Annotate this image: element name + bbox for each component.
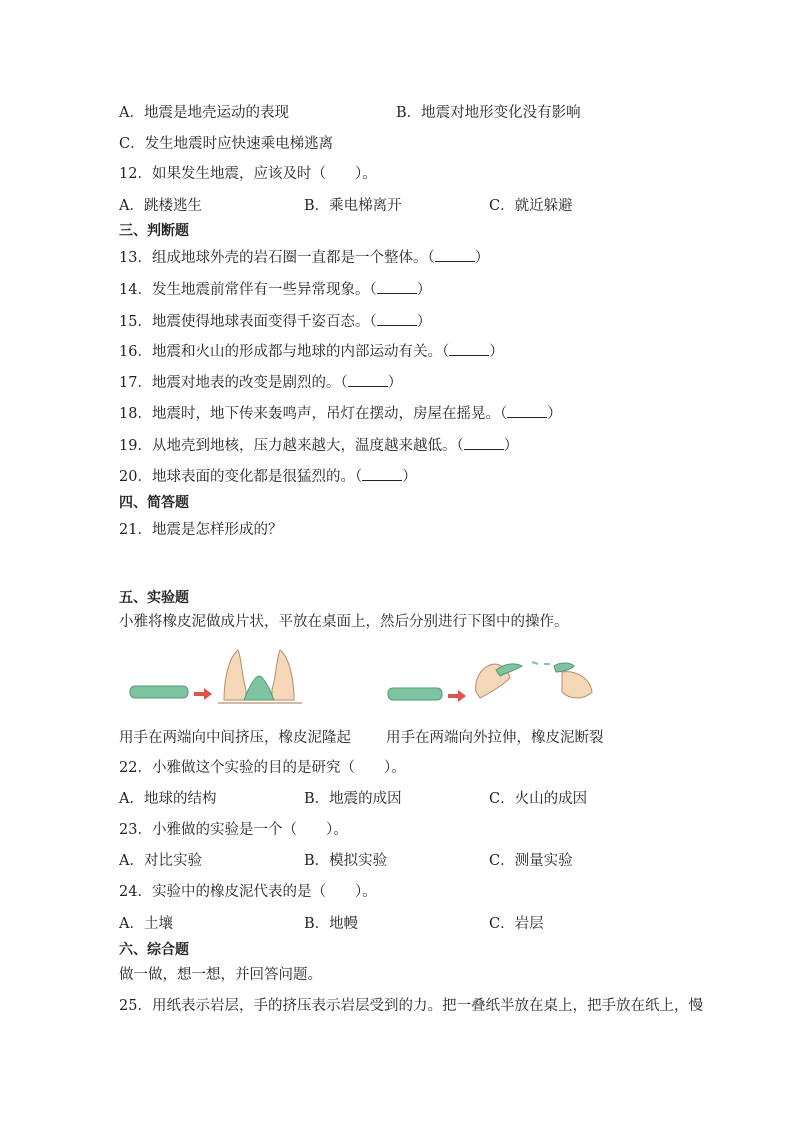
q12-option-b: B．乘电梯离开 [304,198,402,214]
q12-option-c: C．就近躲避 [489,198,573,214]
comprehensive-intro: 做一做，想一想，并回答问题。 [119,967,322,983]
q24-option-b: B．地幔 [304,916,359,932]
q12-option-a: A．跳楼逃生 [119,198,202,214]
judge-q19: 19．从地壳到地核，压力越来越大，温度越来越低。（ ） [119,438,519,454]
q23-option-b: B．模拟实验 [304,853,388,869]
q12-stem: 12．如果发生地震，应该及时（ ）。 [119,166,377,182]
q25-stem: 25．用纸表示岩层，手的挤压表示岩层受到的力。把一叠纸半放在桌上，把手放在纸上，慢 [119,998,703,1014]
stretch-experiment-figure [384,652,604,708]
arrow-icon [194,688,212,700]
q11-option-a: A．地震是地壳运动的表现 [119,105,289,121]
arrow-icon [448,690,466,702]
hands-squeeze-icon [224,650,294,700]
short-answer-q21: 21．地震是怎样形成的？ [119,522,283,538]
q23-option-c: C．测量实验 [489,853,573,869]
hands-stretch-icon [476,662,592,698]
clay-slab [388,688,442,700]
q24-option-a: A．土壤 [119,916,173,932]
section-5-title: 五、实验题 [119,590,189,606]
section-3-title: 三、判断题 [119,223,189,239]
q24-option-c: C．岩层 [489,916,544,932]
q23-stem: 23．小雅做的实验是一个（ ）。 [119,822,348,838]
q22-stem: 22．小雅做这个实验的目的是研究（ ）。 [119,760,406,776]
caption-squeeze: 用手在两端向中间挤压，橡皮泥隆起 [119,730,351,746]
judge-q15: 15．地震使得地球表面变得千姿百态。（ ） [119,314,432,330]
judge-q14: 14．发生地震前常伴有一些异常现象。（ ） [119,282,432,298]
judge-q17: 17．地震对地表的改变是剧烈的。（ ） [119,375,403,391]
section-6-title: 六、综合题 [119,942,189,958]
q22-option-a: A．地球的结构 [119,791,217,807]
q23-option-a: A．对比实验 [119,853,202,869]
squeeze-experiment-figure [126,646,306,708]
q11-option-c: C．发生地震时应快速乘电梯逃离 [119,136,334,152]
experiment-intro: 小雅将橡皮泥做成片状，平放在桌面上，然后分别进行下图中的操作。 [119,614,569,630]
q11-option-b: B．地震对地形变化没有影响 [396,105,581,121]
q22-option-c: C．火山的成因 [489,791,588,807]
q24-stem: 24．实验中的橡皮泥代表的是（ ）。 [119,884,377,900]
clay-slab [130,686,188,698]
section-4-title: 四、简答题 [119,495,189,511]
judge-q16: 16．地震和火山的形成都与地球的内部运动有关。（ ） [119,344,504,360]
judge-q13: 13．组成地球外壳的岩石圈一直都是一个整体。（ ） [119,250,490,266]
judge-q18: 18．地震时，地下传来轰鸣声，吊灯在摆动，房屋在摇晃。（ ） [119,406,562,422]
caption-stretch: 用手在两端向外拉伸，橡皮泥断裂 [386,730,604,746]
q22-option-b: B．地震的成因 [304,791,402,807]
judge-q20: 20．地球表面的变化都是很猛烈的。（ ） [119,469,417,485]
